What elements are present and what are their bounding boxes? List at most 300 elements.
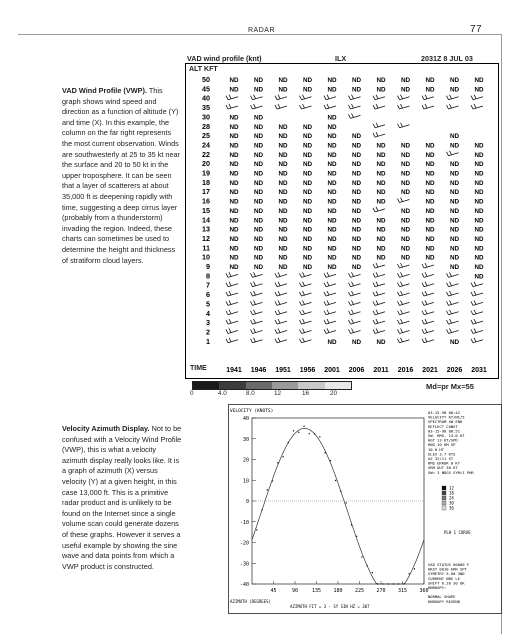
barb-shaft [228,293,238,296]
wind-barb [398,95,410,100]
nd-mark: ND [302,170,313,178]
barb-flag [425,282,427,286]
nd-mark: ND [400,235,411,243]
barb-shaft [302,284,312,287]
wind-barb [398,328,410,333]
barb-flag [275,311,277,315]
nd-mark: ND [351,142,362,150]
barb-flag [303,104,305,108]
wind-barb [422,282,434,287]
time-label: 1946 [250,367,267,374]
barb-shaft [326,293,336,296]
barb-flag [450,104,452,108]
barb-flag [300,273,302,277]
nd-mark: ND [278,133,288,141]
nd-mark: ND [425,161,435,169]
nd-mark: ND [351,161,362,169]
barb-flag [275,292,277,296]
nd-mark: ND [400,151,411,159]
vwp-description [62,86,182,266]
wind-barb [349,328,361,333]
barb-shaft [277,284,287,287]
wind-barb [251,328,263,333]
barb-flag [254,319,256,323]
barb-flag [425,300,427,304]
barb-flag [376,300,378,304]
barb-shaft [228,312,238,315]
nd-mark: ND [229,142,239,150]
barb-flag [376,95,378,99]
barb-flag [376,291,378,295]
vad-info-line: RNG 10 KM SP [428,442,456,448]
wind-barb [373,263,385,268]
nd-mark: ND [327,226,337,234]
wind-barb [398,338,410,343]
barb-shaft [473,330,483,333]
nd-mark: ND [449,226,460,234]
nd-mark: ND [351,245,362,253]
wind-barb [251,300,263,305]
barb-flag [450,151,452,155]
barb-shaft [326,284,336,287]
nd-mark: ND [278,189,288,197]
time-axis-label: TIME [190,365,207,372]
vad-ytick-label: 0 [245,499,249,505]
nd-mark: ND [425,245,435,253]
nd-mark: ND [278,142,288,150]
nd-mark: ND [376,151,386,159]
barb-shaft [228,274,238,277]
nd-mark: ND [474,198,484,206]
barb-flag [422,96,424,100]
barb-flag [229,104,231,108]
vad-scale-swatch [442,496,446,500]
nd-mark: ND [327,338,337,346]
wind-barb [422,291,434,296]
barb-shaft [375,125,385,128]
barb-flag [398,105,400,109]
nd-mark: ND [253,264,264,271]
wind-barb [275,328,287,333]
vad-xtick-label: 135 [311,588,322,594]
nd-mark: ND [278,198,288,206]
barb-flag [422,283,424,287]
barb-shaft [375,321,385,324]
wind-barb [324,319,336,324]
wind-barb [275,282,287,287]
altitude-label: 6 [206,290,210,300]
barb-flag [425,272,427,276]
wind-barb [471,300,483,305]
nd-mark: ND [376,170,386,178]
wind-barb [275,338,287,343]
wind-barb [447,300,459,305]
vad-scale-label: 36 [449,505,454,511]
barb-shaft [400,265,410,268]
wind-barb [349,310,361,315]
barb-shaft [277,293,287,296]
vad-scale-swatch [442,506,446,510]
barb-flag [373,292,375,296]
barb-flag [474,328,476,332]
barb-flag [349,320,351,324]
nd-mark: ND [474,151,484,159]
vad-ytick-label: -10 [239,519,249,526]
barb-flag [450,272,452,276]
barb-flag [401,198,403,202]
barb-flag [373,283,375,287]
page-number: 77 [470,24,483,35]
wind-barb [226,338,238,343]
barb-shaft [424,312,434,315]
wind-barb [471,104,483,109]
barb-flag [447,152,449,156]
nd-mark: ND [327,189,337,197]
barb-flag [251,329,253,333]
barb-flag [401,282,403,286]
barb-shaft [449,293,459,296]
nd-mark: ND [229,170,239,178]
barb-flag [275,105,277,109]
wind-barb [398,198,410,203]
nd-mark: ND [229,114,239,122]
barb-shaft [302,97,312,100]
wind-barb [349,291,361,296]
wind-barb [471,310,483,315]
wind-barb [373,319,385,324]
barb-flag [300,283,302,287]
vad-xlabel: AZIMUTH (DEGREES) [230,599,271,604]
wind-barb [324,104,336,109]
barb-flag [300,105,302,109]
barb-shaft [253,274,263,277]
nd-mark: ND [400,142,411,150]
wind-barb [349,282,361,287]
barb-flag [401,263,403,267]
nd-mark: ND [302,179,313,187]
vad-ylabel: VELOCITY (KNOTS) [230,409,274,414]
barb-flag [275,339,277,343]
barb-shaft [228,97,238,100]
time-label: 1941 [226,367,242,374]
barb-flag [251,283,253,287]
vad-data-point [324,452,325,453]
nd-mark: ND [302,151,313,159]
nd-mark: ND [425,86,435,94]
barb-shaft [253,330,263,333]
barb-flag [300,311,302,315]
velocity-colorbar [192,381,352,390]
barb-shaft [302,274,312,277]
barb-flag [376,263,378,267]
wind-barb [373,328,385,333]
nd-mark: ND [327,133,337,141]
nd-mark: ND [327,161,337,169]
nd-mark: ND [327,198,337,206]
nd-mark: ND [449,245,460,253]
nd-mark: ND [449,77,460,84]
barb-shaft [277,340,287,343]
barb-flag [324,301,326,305]
barb-flag [226,96,228,100]
vad-ytick-label: -40 [239,582,249,588]
barb-flag [474,310,476,314]
vad-info-line: AZ 32/11 ST [428,456,454,461]
nd-mark: ND [327,114,337,122]
altitude-label: 28 [202,121,210,131]
barb-flag [303,310,305,314]
vad-data-point [303,426,304,427]
vad-scale-swatch [442,491,446,495]
nd-mark: ND [351,226,362,234]
barb-flag [447,301,449,305]
vad-data-point [309,433,310,434]
time-label: 2006 [348,367,365,374]
vad-ytick-label: 40 [242,416,249,422]
altitude-label: 25 [202,131,210,141]
wind-barb [373,300,385,305]
barb-flag [471,283,473,287]
barb-shaft [400,274,410,277]
wind-barb [422,310,434,315]
barb-flag [474,338,476,342]
altitude-label: 16 [202,196,210,206]
nd-mark: ND [302,86,313,94]
barb-flag [398,339,400,343]
barb-flag [275,273,277,277]
barb-shaft [424,284,434,287]
vad-info-line: SRM OUT 38 KT [428,465,458,471]
nd-mark: ND [474,142,484,150]
barb-shaft [449,153,459,156]
barb-shaft [326,274,336,277]
vad-description [62,424,182,572]
wind-barb [398,300,410,305]
nd-mark: ND [229,161,239,169]
vad-info-line: SW. RMS. 13.0 KT [428,433,465,438]
nd-mark: ND [474,161,484,169]
barb-shaft [400,106,410,109]
vad-data-point [340,491,341,492]
barb-flag [398,264,400,268]
barb-shaft [302,293,312,296]
barb-flag [303,328,305,332]
nd-mark: ND [425,179,435,187]
barb-flag [373,320,375,324]
wind-barb [300,282,312,287]
barb-flag [422,311,424,315]
vad-data-point [361,556,362,557]
barb-flag [324,273,326,277]
nd-mark: ND [351,198,362,206]
barb-flag [373,105,375,109]
barb-flag [471,339,473,343]
barb-flag [398,96,400,100]
barb-flag [349,283,351,287]
nd-mark: ND [278,217,288,225]
nd-mark: ND [327,245,337,253]
colorbar-swatch [219,382,245,389]
nd-mark: ND [327,264,337,271]
barb-flag [373,96,375,100]
nd-mark: ND [327,151,337,159]
barb-flag [324,320,326,324]
nd-mark: ND [449,264,460,271]
barb-shaft [400,330,410,333]
nd-mark: ND [449,235,460,243]
barb-shaft [253,321,263,324]
vad-info-line: 03-15-98 08:42 [428,410,461,415]
nd-mark: ND [376,338,386,346]
barb-flag [251,301,253,305]
vad-scale-swatch [442,501,446,505]
altitude-label: 20 [202,159,210,169]
wind-barb [422,319,434,324]
barb-flag [300,329,302,333]
barb-shaft [473,340,483,343]
nd-mark: ND [253,198,264,206]
barb-shaft [400,284,410,287]
vad-data-point [403,583,404,584]
barb-flag [254,272,256,276]
barb-flag [471,292,473,296]
wind-barb [373,272,385,277]
wind-barb [471,319,483,324]
nd-mark: ND [302,254,313,262]
barb-flag [401,319,403,323]
barb-flag [275,283,277,287]
barb-flag [352,300,354,304]
nd-mark: ND [425,235,435,243]
barb-flag [349,301,351,305]
wind-barb [324,291,336,296]
nd-mark: ND [278,235,288,243]
barb-shaft [326,106,336,109]
barb-shaft [375,284,385,287]
vad-lead: Velocity Azimuth Display. [62,424,150,433]
nd-mark: ND [474,189,484,197]
nd-mark: ND [376,77,386,84]
nd-mark: ND [449,142,460,150]
nd-mark: ND [302,142,313,150]
barb-flag [278,104,280,108]
vwp-lead: VAD Wind Profile (VWP). [62,86,147,95]
wind-barb [373,207,385,212]
nd-mark: ND [302,123,313,131]
barb-flag [278,328,280,332]
time-label: 2011 [373,367,389,374]
nd-mark: ND [449,170,460,178]
barb-flag [474,282,476,286]
nd-mark: ND [253,114,264,122]
vwp-station: ILX [335,54,347,63]
barb-shaft [449,274,459,277]
barb-flag [226,283,228,287]
altitude-label: 1 [206,336,210,346]
nd-mark: ND [474,179,484,187]
header-rule [18,34,502,35]
wind-barb [349,104,361,109]
barb-flag [376,282,378,286]
colorbar-swatch [246,382,272,389]
wind-barb [226,104,238,109]
barb-flag [303,319,305,323]
wind-barb [398,319,410,324]
barb-shaft [302,321,312,324]
barb-flag [300,320,302,324]
barb-flag [450,95,452,99]
barb-flag [278,272,280,276]
barb-shaft [473,284,483,287]
wind-barb [447,104,459,109]
barb-flag [352,291,354,295]
altitude-label: 3 [206,318,210,328]
barb-shaft [302,302,312,305]
altitude-label: 11 [202,243,210,253]
barb-shaft [424,97,434,100]
barb-flag [450,300,452,304]
time-label: 2001 [324,367,340,374]
barb-flag [278,310,280,314]
nd-mark: ND [302,245,313,253]
vad-footer: AZIMUTH FIT = 3 - SY SIN HZ = 307 [290,604,370,609]
barb-flag [349,292,351,296]
nd-mark: ND [253,235,264,243]
barb-shaft [326,312,336,315]
vad-xtick-label: 180 [333,588,343,594]
vad-data-point [398,583,399,584]
barb-flag [229,282,231,286]
altitude-label: 13 [202,224,210,234]
nd-mark: ND [351,77,362,84]
vad-svg [228,404,502,614]
barb-shaft [277,330,287,333]
vad-xtick-label: 225 [354,588,365,594]
barb-flag [254,282,256,286]
barb-flag [373,273,375,277]
wind-barb [422,95,434,100]
barb-flag [226,105,228,109]
wind-barb [300,291,312,296]
barb-flag [447,96,449,100]
barb-shaft [277,312,287,315]
nd-mark: ND [400,245,411,253]
barb-flag [327,328,329,332]
barb-shaft [351,302,361,305]
nd-mark: ND [351,86,362,94]
nd-mark: ND [327,235,337,243]
wind-barb [422,104,434,109]
nd-mark: ND [229,86,239,94]
barb-flag [471,329,473,333]
barb-flag [324,311,326,315]
barb-shaft [375,106,385,109]
nd-mark: ND [351,264,362,271]
vad-data-point [277,462,278,463]
nd-mark: ND [278,151,288,159]
barb-flag [229,95,231,99]
colorbar-label: 4.0 [218,390,227,397]
nd-mark: ND [278,123,288,131]
nd-mark: ND [449,86,460,94]
nd-mark: ND [474,245,484,253]
wind-barb [275,104,287,109]
nd-mark: ND [474,273,484,281]
barb-shaft [228,330,238,333]
nd-mark: ND [327,86,337,94]
altitude-label: 7 [206,280,210,290]
nd-mark: ND [229,179,239,187]
